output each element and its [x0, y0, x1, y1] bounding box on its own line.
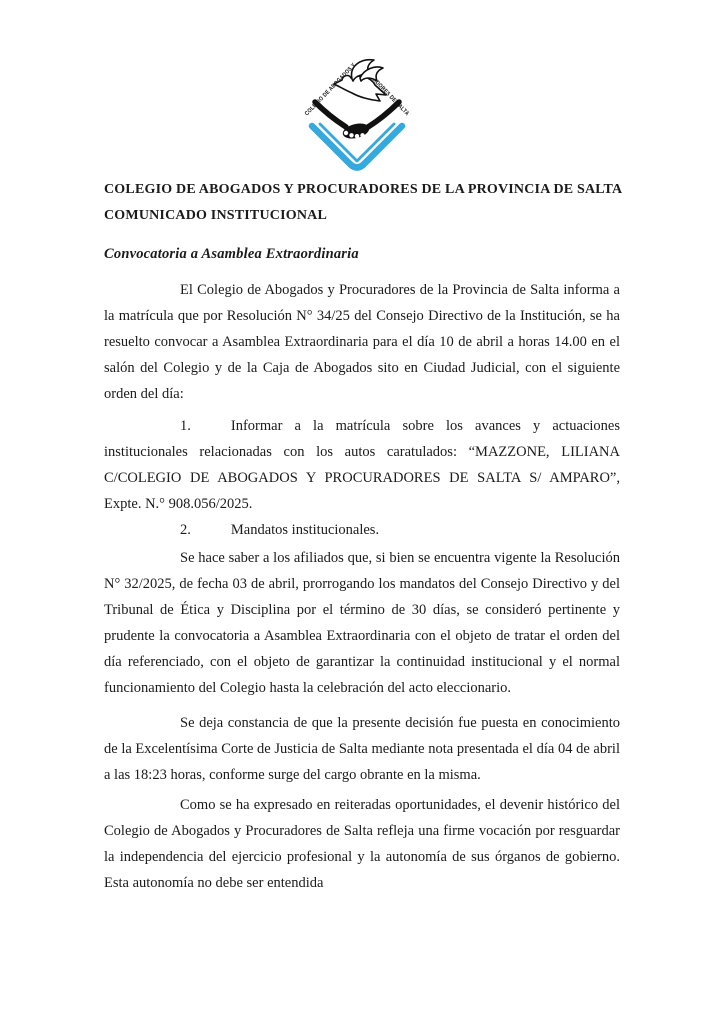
agenda-item-1 — [104, 413, 620, 517]
institution-logo — [282, 37, 432, 179]
paragraph-2: Se hace saber a los afiliados que, si bien se encuentra vigente la Resolución N° 32/2025, de fecha 03 de abril, prorrogando los mandatos del Consejo Directivo y del Tribunal de Ética y Disciplina por el término de 30 días, se consideró pertinente y prudente la convocatoria a Asamblea Extraordinaria con el objeto de tratar el orden del día referenciado, con el objeto de garantizar la continuidad institucional y el normal funcionamiento del Colegio hasta la celebración del acto eleccionario. — [104, 550, 620, 696]
agenda-item-1-number: 1. — [180, 418, 191, 434]
document-body — [104, 177, 623, 896]
document-title-block — [104, 177, 623, 229]
document-title-line-2: COMUNICADO INSTITUCIONAL — [104, 208, 327, 223]
agenda-item-2 — [104, 517, 620, 543]
agenda-item-1-text: Informar a la matrícula sobre los avances y actuaciones institucionales relacionadas con los autos caratulados: “MAZZONE, LILIANA C/COLEGIO DE ABOGADOS Y PROCURADORES DE SALTA S/ AMPARO”, Expte. N.° 908.056/2025. — [104, 418, 620, 512]
paragraph-3: Se deja constancia de que la presente decisión fue puesta en conocimiento de la Excelentísima Corte de Justicia de Salta mediante nota presentada el día 04 de abril a las 18:23 horas, conforme surge del cargo obrante en la misma. — [104, 715, 620, 783]
logo-arc-text: COLEGIO DE AB DOS ADORES DE SALTA — [304, 65, 411, 118]
document-title-line-1: COLEGIO DE ABOGADOS Y PROCURADORES DE LA PROVINCIA DE SALTA — [104, 182, 623, 197]
section-heading: Convocatoria a Asamblea Extraordinaria — [104, 246, 359, 262]
paragraph-1: El Colegio de Abogados y Procuradores de la Provincia de Salta informa a la matrícula que por Resolución N° 34/25 del Consejo Directivo de la Institución, se ha resuelto convocar a Asamblea Extraordinaria para el día 10 de abril a horas 14.00 en el salón del Colegio y de la Caja de Abogados sito en Ciudad Judicial, con el siguiente orden del día: — [104, 282, 620, 402]
paragraph-4: Como se ha expresado en reiteradas oportunidades, el devenir histórico del Colegio de Abogados y Procuradores de Salta refleja una firme vocación por resguardar la independencia del ejercicio profesional y la autonomía de sus órganos de gobierno. Esta autonomía no debe ser entendida — [104, 797, 620, 891]
agenda-item-2-text: Mandatos institucionales. — [230, 522, 380, 538]
agenda-item-2-number: 2. — [180, 522, 191, 538]
handshake-icon — [315, 102, 399, 141]
institution-logo-svg — [282, 37, 432, 179]
